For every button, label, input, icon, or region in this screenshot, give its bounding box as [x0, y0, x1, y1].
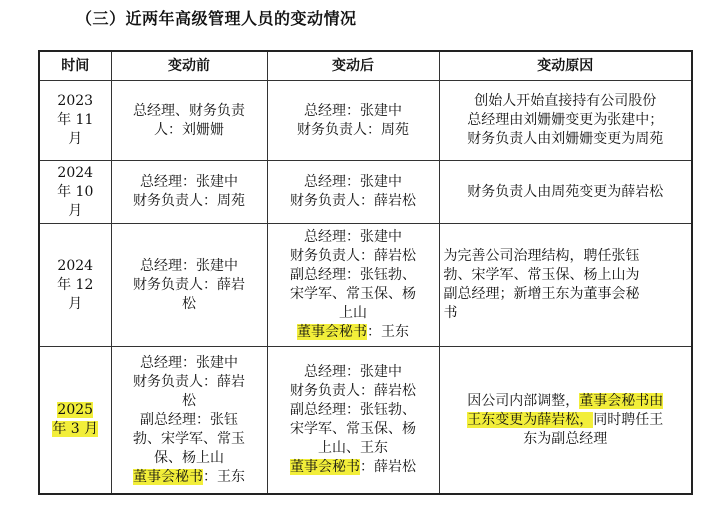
- table-header-row: [39, 51, 692, 81]
- cell-after: [267, 224, 439, 347]
- board-secretary-value: ：王东: [203, 468, 245, 485]
- cell-time: 2024 年 12 月: [39, 224, 111, 347]
- board-secretary-value: ：王东: [367, 324, 409, 340]
- header-after: 变动后: [267, 51, 439, 81]
- cell-after: 总经理：张建中 财务负责人：薛岩松: [267, 161, 439, 224]
- board-secretary-highlight: 董事会秘书: [290, 459, 360, 475]
- header-time: 时间: [39, 51, 111, 81]
- board-secretary-highlight: 董事会秘书: [297, 324, 367, 340]
- table-row: [39, 81, 692, 161]
- cell-reason: 创始人开始直接持有公司股份 总经理由刘姗姗变更为张建中； 财务负责人由刘姗姗变更为周苑: [439, 81, 692, 161]
- reason-suffix: 同时聘任王 东为副总经理: [523, 411, 664, 447]
- table-row: [39, 161, 692, 224]
- after-text: 总经理：张建中 财务负责人：薛岩松 副总经理：张钰勃、 宋学军、常玉保、杨 上山: [290, 229, 416, 321]
- cell-before: [111, 347, 267, 495]
- cell-reason: [439, 347, 692, 495]
- cell-after: [267, 347, 439, 495]
- table-row: [39, 224, 692, 347]
- cell-before: 总经理：张建中 财务负责人：周苑: [111, 161, 267, 224]
- section-title: （三）近两年高级管理人员的变动情况: [76, 9, 357, 28]
- header-reason: 变动原因: [439, 51, 692, 81]
- after-text: 总经理：张建中 财务负责人：薛岩松 副总经理：张钰勃、 宋学军、常玉保、杨 上山、王东: [290, 364, 416, 456]
- time-highlight: 2025 年 3 月: [52, 402, 99, 437]
- reason-highlight: 董事会秘书由 王东变更为薛岩松，: [467, 392, 664, 428]
- management-change-table: [38, 50, 693, 495]
- cell-before: 总经理：张建中 财务负责人：薛岩 松: [111, 224, 267, 347]
- board-secretary-highlight: 董事会秘书: [133, 468, 203, 485]
- table-row: [39, 347, 692, 495]
- board-secretary-value: ：薛岩松: [360, 459, 416, 475]
- cell-before: 总经理、财务负责 人：刘姗姗: [111, 81, 267, 161]
- cell-time: 2023 年 11 月: [39, 81, 111, 161]
- header-before: 变动前: [111, 51, 267, 81]
- cell-reason: 为完善公司治理结构，聘任张钰 勃、宋学军、常玉保、杨上山为 副总经理；新增王东为董事会秘 书: [439, 224, 692, 347]
- reason-prefix: 因公司内部调整，: [467, 392, 580, 409]
- before-text: 总经理：张建中 财务负责人：薛岩 松 副总经理：张钰 勃、宋学军、常玉 保、杨上山: [133, 354, 245, 466]
- cell-reason: 财务负责人由周苑变更为薛岩松: [439, 161, 692, 224]
- cell-after: 总经理：张建中 财务负责人：周苑: [267, 81, 439, 161]
- cell-time: [39, 347, 111, 495]
- cell-time: 2024 年 10 月: [39, 161, 111, 224]
